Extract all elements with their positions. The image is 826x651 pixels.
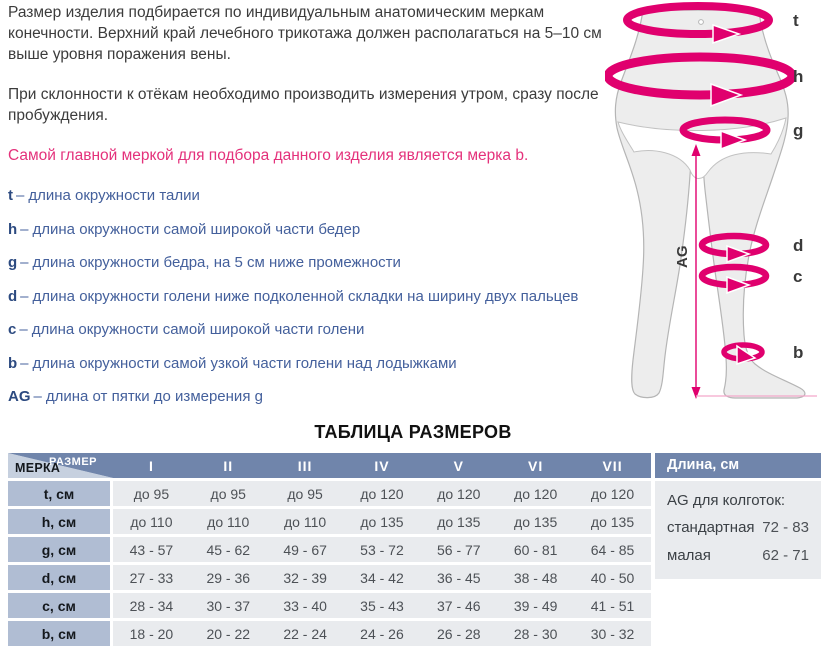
cell-d-5: 36 - 45 <box>420 565 497 590</box>
cell-c-5: 37 - 46 <box>420 593 497 618</box>
cell-h-4: до 135 <box>344 509 421 534</box>
diagram-label-c: c <box>793 267 803 286</box>
cell-b-7: 30 - 32 <box>574 621 651 646</box>
cell-g-5: 56 - 77 <box>420 537 497 562</box>
cell-t-7: до 120 <box>574 481 651 506</box>
cell-d-7: 40 - 50 <box>574 565 651 590</box>
row-label-c: c, см <box>8 593 113 618</box>
cell-b-3: 22 - 24 <box>267 621 344 646</box>
cell-b-1: 18 - 20 <box>113 621 190 646</box>
legend-item-h: h – длина окружности самой широкой части бедер <box>8 220 361 238</box>
length-panel <box>655 453 821 579</box>
body-measurement-diagram <box>605 0 820 420</box>
row-label-t: t, см <box>8 481 113 506</box>
corner-label-size: РАЗМЕР <box>48 456 97 468</box>
length-panel-subtitle: AG для колготок: <box>667 492 786 509</box>
cell-g-1: 43 - 57 <box>113 537 190 562</box>
column-header-size-6: VI <box>497 453 574 478</box>
size-table <box>8 450 651 649</box>
legend-item-b: b – длина окружности самой узкой части голени над лодыжками <box>8 354 457 372</box>
table-row-g <box>8 537 651 562</box>
cell-g-6: 60 - 81 <box>497 537 574 562</box>
cell-c-6: 39 - 49 <box>497 593 574 618</box>
cell-h-6: до 135 <box>497 509 574 534</box>
corner-label-measure: МЕРКА <box>15 461 61 475</box>
cell-t-5: до 120 <box>420 481 497 506</box>
cell-g-2: 45 - 62 <box>190 537 267 562</box>
size-table-corner-cell <box>8 453 113 478</box>
legs-diagram-svg <box>605 0 820 420</box>
length-row-small <box>667 542 809 570</box>
cell-h-2: до 110 <box>190 509 267 534</box>
cell-h-3: до 110 <box>267 509 344 534</box>
length-small-label: малая <box>667 547 711 564</box>
table-row-b <box>8 621 651 646</box>
intro-highlight: Самой главной меркой для подбора данного изделия является мерка b. <box>8 147 529 164</box>
table-row-t <box>8 481 651 506</box>
cell-g-7: 64 - 85 <box>574 537 651 562</box>
column-header-size-5: V <box>420 453 497 478</box>
cell-t-2: до 95 <box>190 481 267 506</box>
diagram-label-ag: AG <box>674 245 691 268</box>
cell-b-2: 20 - 22 <box>190 621 267 646</box>
length-row-standard <box>667 514 809 542</box>
length-standard-label: стандартная <box>667 519 755 536</box>
measurement-legend <box>8 186 608 407</box>
cell-g-4: 53 - 72 <box>344 537 421 562</box>
intro-paragraph-2: При склонности к отёкам необходимо производить измерения утром, сразу после пробуждения. <box>8 86 599 124</box>
column-header-size-7: VII <box>574 453 651 478</box>
length-panel-body <box>655 481 821 579</box>
cell-d-3: 32 - 39 <box>267 565 344 590</box>
navel-mark <box>699 20 704 25</box>
column-header-size-3: III <box>267 453 344 478</box>
cell-d-6: 38 - 48 <box>497 565 574 590</box>
length-panel-title: Длина, см <box>655 453 821 478</box>
column-header-size-1: I <box>113 453 190 478</box>
cell-g-3: 49 - 67 <box>267 537 344 562</box>
cell-b-6: 28 - 30 <box>497 621 574 646</box>
diagram-label-g: g <box>793 121 804 140</box>
intro-section <box>8 2 608 421</box>
column-header-size-2: II <box>190 453 267 478</box>
cell-d-1: 27 - 33 <box>113 565 190 590</box>
diagram-label-t: t <box>793 11 799 30</box>
table-row-d <box>8 565 651 590</box>
size-table-title: ТАБЛИЦА РАЗМЕРОВ <box>314 422 512 442</box>
diagram-label-b: b <box>793 343 804 362</box>
cell-d-2: 29 - 36 <box>190 565 267 590</box>
cell-c-7: 41 - 51 <box>574 593 651 618</box>
row-label-d: d, см <box>8 565 113 590</box>
cell-h-1: до 110 <box>113 509 190 534</box>
row-label-b: b, см <box>8 621 113 646</box>
table-row-c <box>8 593 651 618</box>
cell-b-5: 26 - 28 <box>420 621 497 646</box>
diagram-label-h: h <box>793 67 804 86</box>
legend-item-c: c – длина окружности самой широкой части голени <box>8 321 365 338</box>
length-standard-value: 72 - 83 <box>762 519 809 536</box>
cell-c-4: 35 - 43 <box>344 593 421 618</box>
row-label-h: h, см <box>8 509 113 534</box>
cell-d-4: 34 - 42 <box>344 565 421 590</box>
cell-t-6: до 120 <box>497 481 574 506</box>
intro-paragraph-1: Размер изделия подбирается по индивидуальным анатомическим меркам конечности. Верхний край лечебного трикотажа должен располагаться на 5–10 см выше уровня поражения вены. <box>8 4 602 63</box>
cell-b-4: 24 - 26 <box>344 621 421 646</box>
legend-item-ag: AG – длина от пятки до измерения g <box>8 388 263 405</box>
column-header-size-4: IV <box>344 453 421 478</box>
cell-c-1: 28 - 34 <box>113 593 190 618</box>
diagram-label-d: d <box>793 236 804 255</box>
cell-h-7: до 135 <box>574 509 651 534</box>
length-small-value: 62 - 71 <box>762 547 809 564</box>
legend-item-d: d – длина окружности голени ниже подколенной складки на ширину двух пальцев <box>8 287 579 305</box>
cell-c-2: 30 - 37 <box>190 593 267 618</box>
cell-t-4: до 120 <box>344 481 421 506</box>
table-row-h <box>8 509 651 534</box>
size-table-header-row <box>8 453 651 478</box>
legend-item-t: t – длина окружности талии <box>8 187 200 204</box>
cell-t-1: до 95 <box>113 481 190 506</box>
cell-c-3: 33 - 40 <box>267 593 344 618</box>
ag-measure-line <box>692 144 701 399</box>
row-label-g: g, см <box>8 537 113 562</box>
cell-h-5: до 135 <box>420 509 497 534</box>
legend-item-g: g – длина окружности бедра, на 5 см ниже промежности <box>8 254 401 271</box>
cell-t-3: до 95 <box>267 481 344 506</box>
